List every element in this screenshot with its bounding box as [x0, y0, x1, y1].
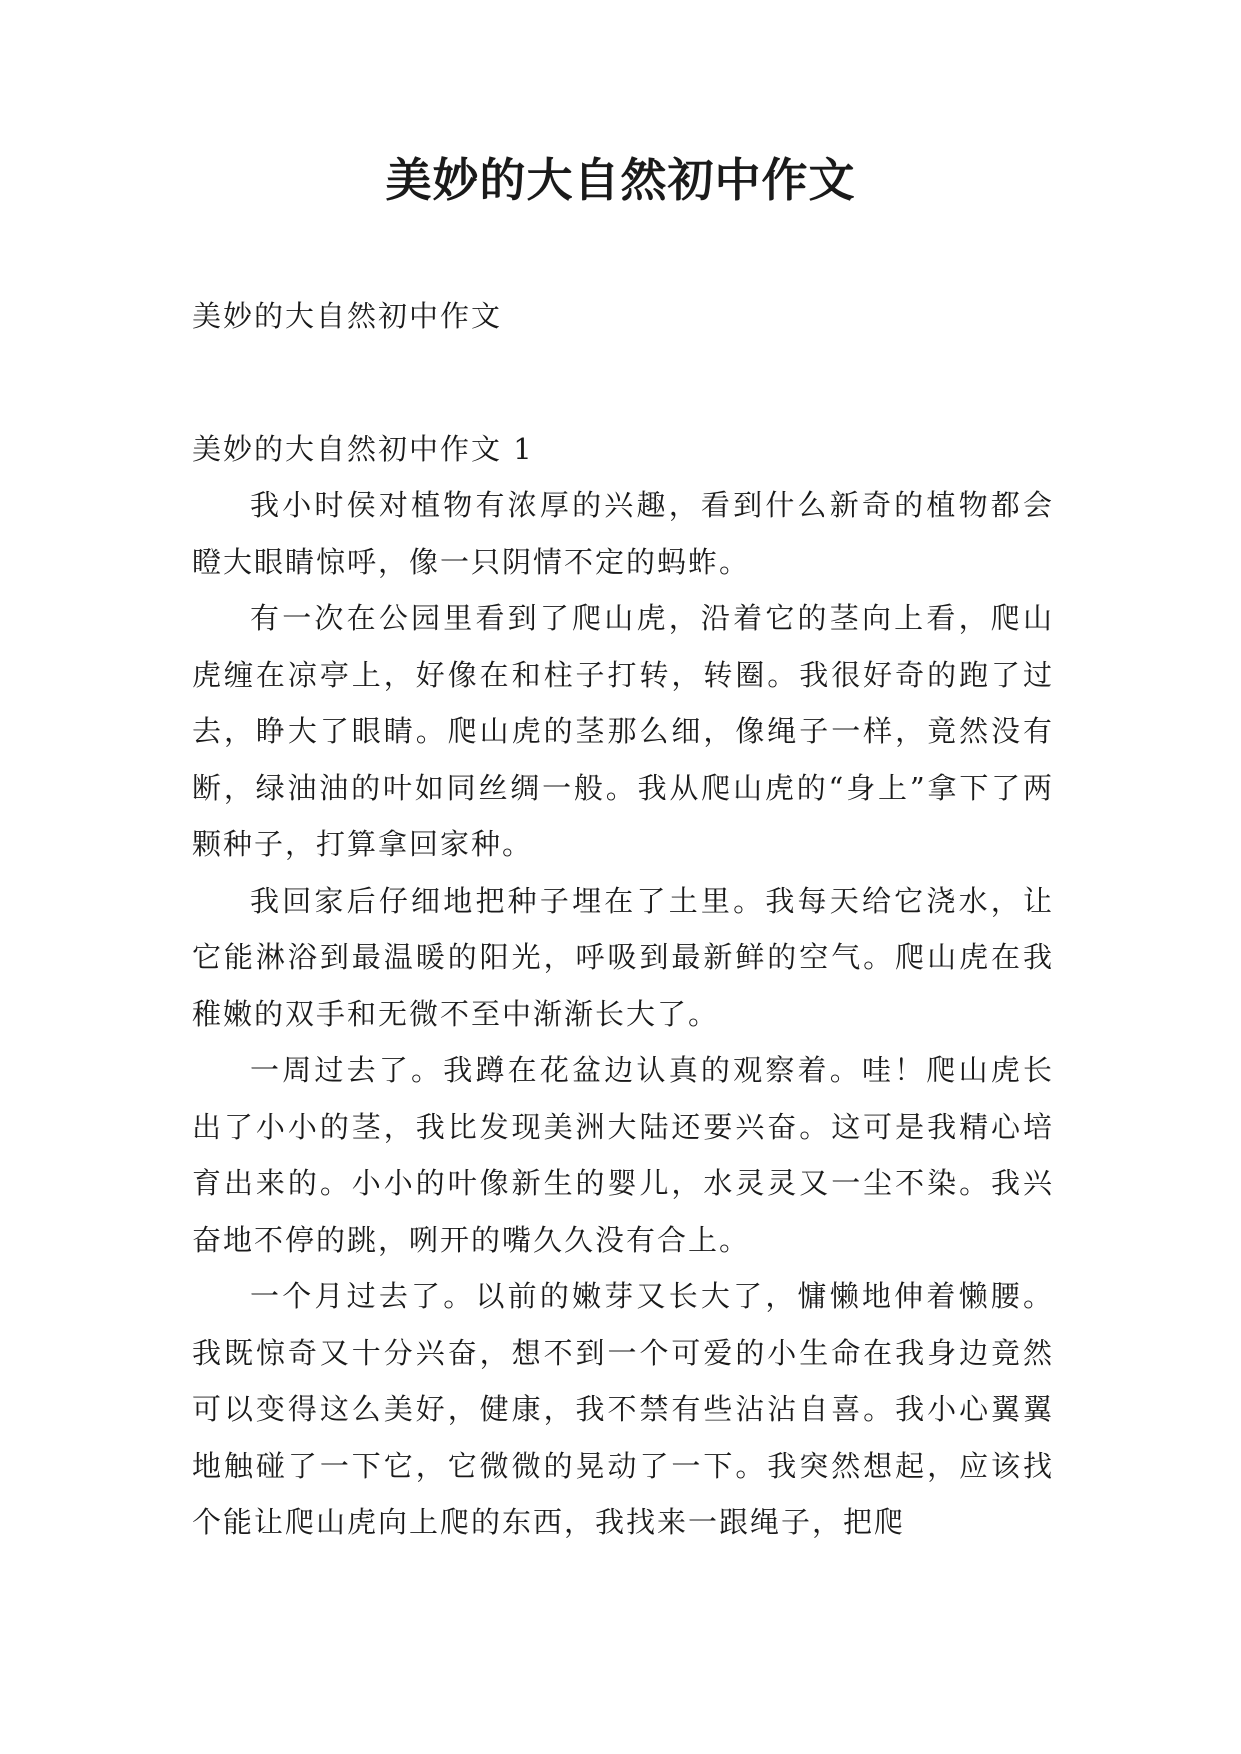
paragraph: 有一次在公园里看到了爬山虎，沿着它的茎向上看，爬山虎缠在凉亭上，好像在和柱子打转，转圈。我很好奇的跑了过去，睁大了眼睛。爬山虎的茎那么细，像绳子一样，竟然没有断，绿油油的叶如同丝绸一般。我从爬山虎的“身上”拿下了两颗种子，打算拿回家种。	[192, 601, 1054, 861]
paragraph: 我回家后仔细地把种子埋在了土里。我每天给它浇水，让它能淋浴到最温暖的阳光，呼吸到最新鲜的空气。爬山虎在我稚嫩的双手和无微不至中渐渐长大了。	[192, 883, 1054, 1031]
paragraph: 一周过去了。我蹲在花盆边认真的观察着。哇！爬山虎长出了小小的茎，我比发现美洲大陆还要兴奋。这可是我精心培育出来的。小小的叶像新生的婴儿，水灵灵又一尘不染。我兴奋地不停的跳，咧开的嘴久久没有合上。	[192, 1053, 1054, 1257]
document-title: 美妙的大自然初中作文	[385, 153, 856, 207]
essay-paragraphs	[192, 477, 1054, 1551]
paragraph: 我小时侯对植物有浓厚的兴趣，看到什么新奇的植物都会瞪大眼睛惊呼，像一只阴情不定的蚂蚱。	[192, 488, 1054, 579]
paragraph: 一个月过去了。以前的嫩芽又长大了，慵懒地伸着懒腰。我既惊奇又十分兴奋，想不到一个可爱的小生命在我身边竟然可以变得这么美好，健康，我不禁有些沾沾自喜。我小心翼翼地触碰了一下它，它微微的晃动了一下。我突然想起，应该找个能让爬山虎向上爬的东西，我找来一跟绳子，把爬	[192, 1279, 1054, 1539]
section-heading: 美妙的大自然初中作文 1	[192, 432, 534, 466]
document-subtitle: 美妙的大自然初中作文	[192, 299, 503, 333]
document-body	[192, 288, 1054, 1551]
